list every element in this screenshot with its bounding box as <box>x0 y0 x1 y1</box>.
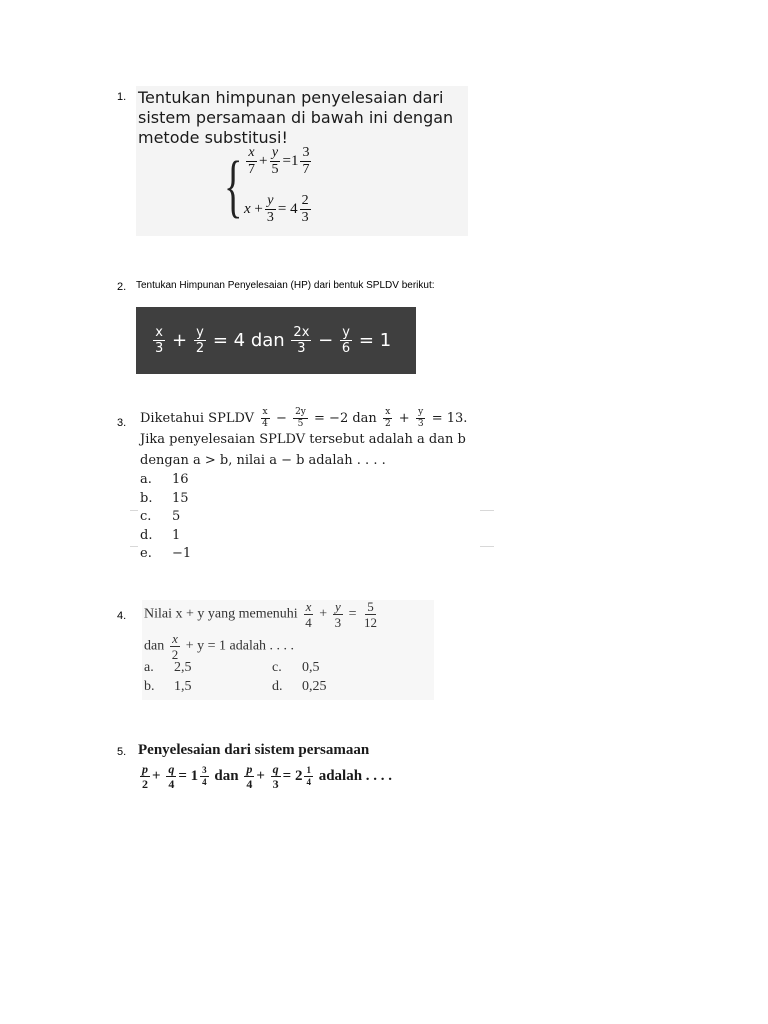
question-number-1: 1. <box>117 91 127 103</box>
scan-mark <box>130 546 138 547</box>
q1-text-line-1: Tentukan himpunan penyelesaian dari <box>138 88 444 107</box>
q3-text-line-2: Jika penyelesaian SPLDV tersebut adalah a dan b <box>140 432 466 447</box>
scan-mark <box>130 510 138 511</box>
q1-equation-2: x + $\frac{y}{3}$ = 4 $\frac{2}{3}$ <box>244 193 309 225</box>
left-brace-icon: { <box>224 148 243 225</box>
q5-text-line-2: $\frac{p}{2}$ + $\frac{q}{4}$ = 1 $\frac{3}{4}$ dan $\frac{p}{4}$ + $\frac{q}{3}$ = 2 $\frac{1}{4}$ adalah . . . . <box>142 762 393 791</box>
q5-text-line-1: Penyelesaian dari sistem persamaan <box>138 742 370 758</box>
question-1 <box>136 86 468 236</box>
q4-text-line-2: dan $\frac{x}{2}$ + y = 1 adalah . . . . <box>144 631 295 662</box>
q3-option-a: a. 16 <box>140 472 189 487</box>
question-number-2: 2. <box>117 281 127 293</box>
q3-option-b: b. 15 <box>140 490 189 506</box>
q2-text: Tentukan Himpunan Penyelesaian (HP) dari bentuk SPLDV berikut: <box>136 280 435 291</box>
q3-text-line-1: Diketahui SPLDV $\frac{x}{4}$ − $\frac{2y}{5}$ = −2 dan $\frac{x}{2}$ + $\frac{y}{3}$ = 13. <box>140 407 468 429</box>
q3-option-d: d. 1 <box>140 527 181 543</box>
q3-text-line-3: dengan a > b, nilai a − b adalah . . . . <box>140 453 386 468</box>
q3-option-c: c. 5 <box>140 509 181 524</box>
question-3 <box>140 408 472 564</box>
question-5 <box>138 742 438 790</box>
q1-text-line-2: sistem persamaan di bawah ini dengan <box>138 108 454 127</box>
q4-text-line-1: Nilai x + y yang memenuhi $\frac{x}{4}$ + $\frac{y}{3}$ = $\frac{5}{12}$ <box>144 599 378 630</box>
q4-option-d: d. 0,25 <box>272 679 327 694</box>
q1-equation-1: $\frac{x}{7}$ + $\frac{y}{5}$ =1 $\frac{3}{7}$ <box>248 145 310 177</box>
question-number-5: 5. <box>117 746 127 758</box>
q2-equation-box: $\frac{x}{3}$ + $\frac{y}{2}$ = 4 dan $\frac{2x}{3}$ − $\frac{y}{6}$ = 1 <box>136 307 416 374</box>
scan-mark <box>480 546 494 547</box>
question-number-3: 3. <box>117 417 127 429</box>
scan-mark <box>480 510 494 511</box>
q1-text-line-3: metode substitusi! <box>138 128 288 147</box>
question-4 <box>142 600 434 700</box>
q4-option-a: a. 2,5 <box>144 660 192 675</box>
question-number-4: 4. <box>117 610 127 622</box>
q4-option-c: c. 0,5 <box>272 660 320 675</box>
q4-option-b: b. 1,5 <box>144 679 192 694</box>
q3-option-e: e. −1 <box>140 546 192 561</box>
